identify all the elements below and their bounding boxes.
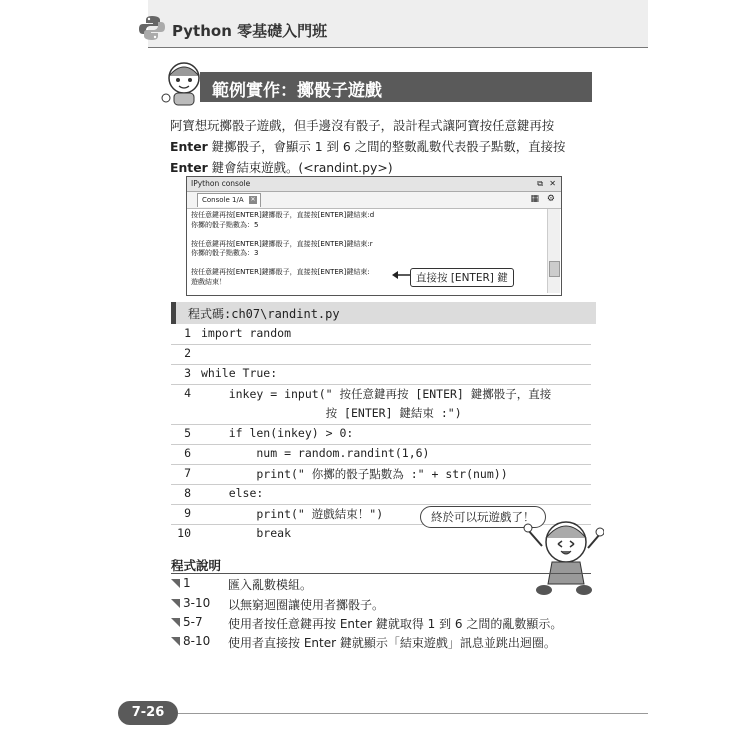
stop-icon[interactable]: ▦ (530, 194, 539, 204)
undock-icon[interactable]: ⧉ (537, 179, 543, 188)
console-line: 按任意鍵再按[ENTER]鍵擲骰子，直接按[ENTER]鍵結束: (191, 268, 370, 276)
code-line (171, 344, 591, 365)
explanation-row (171, 615, 591, 635)
console-line: 遊戲結束！ (191, 277, 226, 286)
console-line (191, 259, 541, 269)
code-text: inkey = input(" 按任意鍵再按 [ENTER] 鍵擲骰子，直接 (201, 387, 552, 401)
line-number: 8 (184, 486, 191, 500)
console-window-title: IPython console (191, 179, 251, 188)
code-text: import random (201, 326, 292, 340)
intro-paragraph: 阿寶想玩擲骰子遊戲，但手邊沒有骰子，設計程式讓阿寶按任意鍵再按 Enter 鍵擲骰子，會顯示 1 到 6 之間的整數亂數代表骰子點數，直接按 Enter 鍵會結束遊戲。(<randint.py>) (170, 118, 566, 175)
console-titlebar (187, 177, 561, 192)
arrow-left-icon (392, 270, 412, 280)
explanation-line-ref: 3-10 (183, 596, 211, 610)
code-header (171, 302, 596, 324)
explanation-text: 使用者按任意鍵再按 Enter 鍵就取得 1 到 6 之間的亂數顯示。 (228, 617, 563, 631)
code-line (171, 424, 591, 445)
line-number: 5 (184, 426, 191, 440)
line-number: 7 (184, 466, 191, 480)
code-line (171, 364, 591, 385)
console-line: 按任意鍵再按[ENTER]鍵擲骰子，直接按[ENTER]鍵結束:r (191, 239, 373, 248)
line-number: 4 (184, 386, 191, 400)
code-text: print(" 遊戲結束！") (201, 507, 384, 521)
console-line: 你擲的骰子點數為：3 (191, 249, 259, 257)
triangle-bullet-icon (171, 618, 180, 627)
console-line: 你擲的骰子點數為：5 (191, 220, 259, 229)
code-text: print(" 你擲的骰子點數為 :" + str(num)) (201, 467, 508, 481)
mascot-girl-illustration (158, 58, 210, 110)
code-text: if len(inkey) > 0: (201, 426, 354, 440)
explanation-line-ref: 8-10 (183, 634, 211, 648)
explanation-row (171, 576, 591, 596)
header-divider (148, 47, 648, 48)
explanation-row (171, 596, 591, 616)
code-text: else: (201, 486, 264, 500)
close-icon[interactable]: ✕ (549, 179, 556, 188)
explanation-title: 程式說明 (171, 558, 222, 573)
explanation-text: 使用者直接按 Enter 鍵就顯示「結束遊戲」訊息並跳出迴圈。 (228, 636, 556, 650)
enter-key-callout: 直接按 [ENTER] 鍵 (410, 268, 514, 287)
page-number: 7-26 (118, 701, 178, 725)
explanation-text: 匯入亂數模組。 (228, 578, 313, 592)
code-filename: 程式碼:ch07\randint.py (188, 307, 340, 321)
code-line (171, 324, 591, 345)
section-title: 範例實作：擲骰子遊戲 (212, 81, 382, 101)
console-line (191, 230, 541, 240)
tab-label: Console 1/A (202, 196, 244, 204)
line-number: 2 (184, 346, 191, 360)
code-line (171, 444, 591, 465)
tab-console-1[interactable] (197, 193, 261, 207)
console-line: 按任意鍵再按[ENTER]鍵擲骰子，直接按[ENTER]鍵結束:d (191, 211, 375, 219)
line-number: 6 (184, 446, 191, 460)
triangle-bullet-icon (171, 637, 180, 646)
code-text-continued: 按 [ENTER] 鍵結束 :") (201, 406, 462, 420)
triangle-bullet-icon (171, 579, 180, 588)
explanation-line-ref: 5-7 (183, 615, 203, 629)
footer-divider (178, 713, 648, 714)
code-line (171, 384, 591, 425)
code-line (171, 484, 591, 505)
book-title: Python 零基礎入門班 (172, 22, 328, 40)
triangle-bullet-icon (171, 599, 180, 608)
console-tabbar (187, 192, 561, 209)
line-number: 9 (184, 506, 191, 520)
line-number: 1 (184, 326, 191, 340)
explanation-divider (171, 573, 591, 574)
tab-close-icon[interactable]: ✕ (250, 196, 256, 203)
python-logo-icon (138, 14, 166, 42)
code-text: while True: (201, 366, 278, 380)
code-text: num = random.randint(1,6) (201, 446, 430, 460)
line-number: 3 (184, 366, 191, 380)
gear-icon[interactable]: ⚙ (546, 194, 555, 204)
line-number: 10 (177, 526, 191, 540)
explanation-line-ref: 1 (183, 576, 191, 590)
speech-bubble: 終於可以玩遊戲了！ (420, 506, 546, 528)
explanation-text: 以無窮迴圈讓使用者擲骰子。 (228, 598, 385, 612)
explanation-row (171, 634, 591, 654)
code-text: break (201, 526, 292, 540)
console-scrollbar[interactable] (547, 209, 560, 293)
code-line (171, 464, 591, 485)
scrollbar-thumb[interactable] (549, 261, 560, 277)
